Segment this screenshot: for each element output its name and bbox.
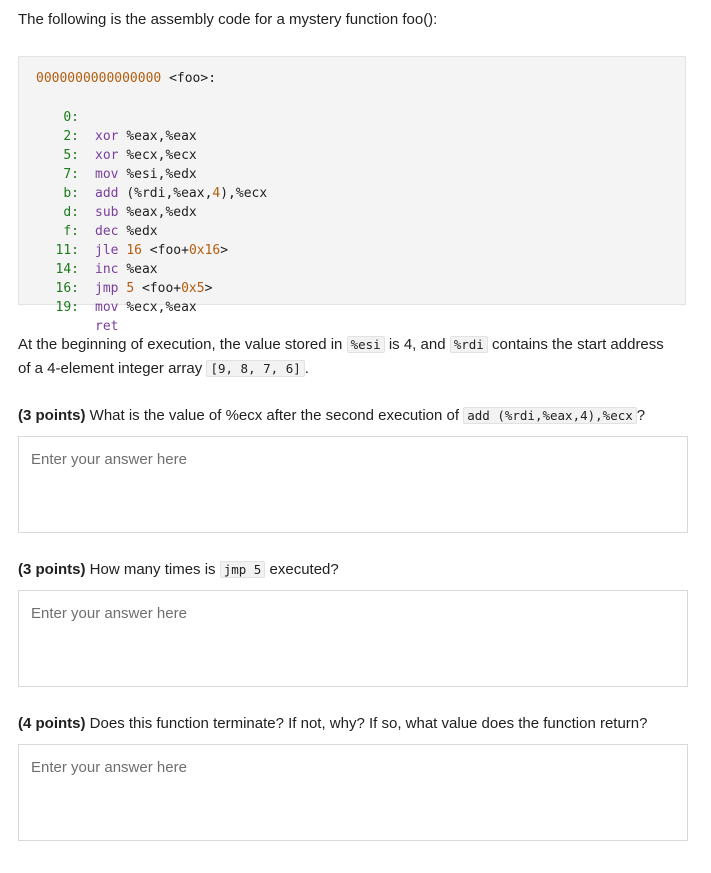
instruction-mnemonic: sub	[95, 205, 119, 220]
instruction-mnemonic: dec	[95, 224, 119, 239]
instruction-operands: %esi,%edx	[126, 167, 197, 182]
instruction-operands: %eax,%edx	[126, 205, 197, 220]
instruction-address: d:	[63, 205, 79, 220]
inline-code-add: add (%rdi,%eax,4),%ecx	[463, 407, 637, 424]
question-1: (3 points) What is the value of %ecx after the second execution of add (%rdi,%eax,4),%ecx ?	[18, 407, 646, 424]
problem-description: At the beginning of execution, the value stored in %esi is 4, and %rdi contains the start address of a 4-element integer array [9, 8, 7, 6] .	[18, 336, 664, 377]
instruction-address: 2:	[63, 129, 79, 144]
question-text: How many times is	[89, 561, 216, 578]
answer-input-2[interactable]	[18, 590, 688, 687]
question-points: (4 points)	[18, 715, 86, 732]
answer-input-3[interactable]	[18, 744, 688, 841]
instruction-mnemonic: xor	[95, 148, 119, 163]
instruction-mnemonic: add	[95, 186, 119, 201]
answer-input-1[interactable]	[18, 436, 688, 533]
code-header	[36, 70, 216, 88]
inline-code-jmp: jmp 5	[220, 561, 266, 578]
instruction-mnemonic: inc	[95, 262, 119, 277]
instruction-mnemonic: mov	[95, 167, 119, 182]
instruction-operands: %edx	[126, 224, 158, 239]
instruction-address: 5:	[63, 148, 79, 163]
instruction-operands: %ecx,%eax	[126, 300, 197, 315]
question-3	[18, 713, 647, 735]
answer-placeholder: Enter your answer here	[31, 451, 187, 468]
instruction-address: 0:	[63, 110, 79, 125]
function-label: <foo>:	[169, 71, 217, 86]
instruction-address: 14:	[55, 262, 79, 277]
instruction-operands: %eax	[126, 262, 158, 277]
assembly-code-block	[18, 56, 686, 334]
jump-target-label: <foo+0x16>	[149, 243, 229, 258]
question-points: (3 points)	[18, 407, 86, 424]
inline-code-rdi: %rdi	[450, 336, 488, 353]
instruction-mnemonic: xor	[95, 129, 119, 144]
instruction-address: b:	[63, 186, 79, 201]
instruction-operands: %eax,%eax	[126, 129, 197, 144]
jump-target-number: 5	[126, 281, 135, 296]
question-points: (3 points)	[18, 561, 86, 578]
answer-placeholder: Enter your answer here	[31, 605, 187, 622]
instruction-address: 7:	[63, 167, 79, 182]
instruction-mnemonic: jle	[95, 243, 119, 258]
instruction-mnemonic: ret	[95, 319, 119, 334]
answer-placeholder: Enter your answer here	[31, 759, 187, 776]
instruction-address: 19:	[55, 300, 79, 315]
jump-target-label: <foo+0x5>	[141, 281, 213, 296]
function-address: 0000000000000000	[36, 71, 162, 86]
inline-code-array: [9, 8, 7, 6]	[206, 360, 304, 377]
question-2: (3 points) How many times is jmp 5 executed?	[18, 561, 339, 578]
instruction-address: f:	[63, 224, 79, 239]
instruction-address: 11:	[55, 243, 79, 258]
instruction-mnemonic: jmp	[95, 281, 119, 296]
code-line	[19, 89, 197, 144]
instruction-operands: %ecx,%ecx	[126, 148, 197, 163]
question-text: Does this function terminate? If not, why? If so, what value does the function return?	[89, 715, 648, 732]
instruction-address: 16:	[55, 281, 79, 296]
question-text: What is the value of %ecx after the second execution of	[89, 407, 460, 424]
intro-text: The following is the assembly code for a mystery function foo():	[18, 11, 438, 28]
jump-target-number: 16	[126, 243, 142, 258]
instruction-operands: (%rdi,%eax,4),%ecx	[126, 186, 268, 201]
instruction-mnemonic: mov	[95, 300, 119, 315]
inline-code-esi: %esi	[347, 336, 385, 353]
